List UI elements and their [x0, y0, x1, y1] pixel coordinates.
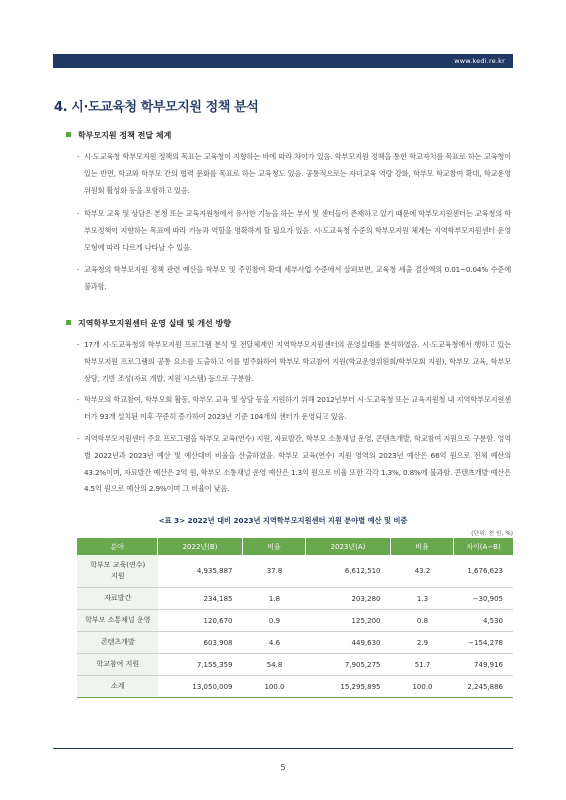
- dash-bullet: -: [77, 340, 80, 349]
- paragraph-1-2: - 학부모 교육 및 상담은 본청 또는 교육지원청에서 유사한 기능을 하는 부서 및 센터들이 존재하고 있기 때문에 학부모지원센터는 교육청의 학부모정책이 지향하는 목표에 따라 기능과 역할을 명확하게 할 필요가 있음. 시·도교육청 수준의 학부모지원 체계는 지역학부모지원센터 운영 모형에 따라 다르게 나타날 수 있음.: [77, 206, 511, 256]
- page-number: 5: [280, 763, 286, 772]
- dash-bullet: -: [77, 209, 80, 218]
- table-row: [77, 588, 513, 610]
- table-cell: 0.8: [391, 610, 454, 632]
- table-cell: 15,295,895: [306, 676, 391, 698]
- table-caption: <표 3> 2022년 대비 2023년 지역학부모지원센터 지원 분야별 예산 및 비중: [158, 516, 408, 525]
- paragraph-2-3: - 지역학부모지원센터 주요 프로그램을 학부모 교육(연수) 지원, 자료발간, 학부모 소통채널 운영, 콘텐츠개발, 학교참여 지원으로 구분함. 영역별 2022년과 2023년 예산 및 예산대비 비율을 산출하였음. 학부모 교육(연수) 지원 영역의 2023년 예산은 66억 원으로 전체 예산의 43.2%이며, 자료발간 예산은 2억 원, 학부모 소통채널 운영 예산은 1.3억 원으로 비율 또한 각각 1.3%, 0.8%에 불과함. 콘텐츠개발 예산은 4.5억 원으로 예산의 2.9%이며 그 비율이 낮음.: [77, 431, 511, 498]
- paragraph-2-2: - 학부모의 학교참여, 학부모회 활동, 학부모 교육 및 상담 등을 지원하기 위해 2012년부터 시·도교육청 또는 교육지원청 내 지역학부모지원센터가 93개 설치된 이후 꾸준히 증가하여 2023년 기준 104개의 센터가 운영되고 있음.: [77, 392, 511, 426]
- paragraph-1-1: - 시·도교육청 학부모지원 정책의 목표는 교육청이 지향하는 바에 따라 차이가 있음. 학부모지원 정책을 통한 학교자치를 목표로 하는 교육청이 있는 반면, 학교와 학부모 간의 협력 문화를 목표로 하는 교육청도 있음. 공통적으로는 자녀교육 역량 강화, 학부모 학교참여 확대, 학교운영위원회 활성화 등을 포함하고 있음.: [77, 149, 511, 199]
- table-cell-category: 소계: [77, 676, 158, 698]
- table-cell: 1.8: [243, 588, 306, 610]
- column-header: 비율: [391, 538, 454, 555]
- table-row: [77, 654, 513, 676]
- column-header: 차이(A−B): [454, 538, 514, 555]
- table-cell: 0.9: [243, 610, 306, 632]
- column-header: 2022년(B): [158, 538, 243, 555]
- dash-bullet: -: [77, 395, 80, 404]
- table-cell: 51.7: [391, 654, 454, 676]
- table-row-total: [77, 676, 513, 698]
- table-cell: 4.6: [243, 632, 306, 654]
- section-title: 4. 시·도교육청 학부모지원 정책 분석: [54, 100, 259, 115]
- table-header-row: [77, 538, 513, 555]
- dash-bullet: -: [77, 434, 80, 443]
- table-cell: 2.9: [391, 632, 454, 654]
- table-cell: 603,908: [158, 632, 243, 654]
- table-cell-category: 자료발간: [77, 588, 158, 610]
- budget-table: [77, 538, 513, 698]
- table-cell: 100.0: [391, 676, 454, 698]
- table-cell: 7,155,359: [158, 654, 243, 676]
- table-cell: 54.8: [243, 654, 306, 676]
- table-row: [77, 632, 513, 654]
- table-cell: 37.8: [243, 555, 306, 588]
- table-cell-category: 콘텐츠개발: [77, 632, 158, 654]
- footer-divider: [53, 748, 513, 749]
- table-cell: 125,200: [306, 610, 391, 632]
- header-url: www.kedi.re.kr: [454, 57, 505, 65]
- table-cell: 234,185: [158, 588, 243, 610]
- table-cell: 449,630: [306, 632, 391, 654]
- subsection-title-1: 학부모지원 정책 전달 체계: [66, 130, 171, 141]
- dash-bullet: -: [77, 152, 80, 161]
- table-cell: 13,050,009: [158, 676, 243, 698]
- table-cell-category: 학부모 소통채널 운영: [77, 610, 158, 632]
- table-cell: −154,278: [454, 632, 514, 654]
- column-header: 분야: [77, 538, 158, 555]
- table-cell: 43.2: [391, 555, 454, 588]
- table-cell: 1.3: [391, 588, 454, 610]
- table-unit: (단위: 천 원, %): [471, 531, 513, 537]
- table-cell: 203,280: [306, 588, 391, 610]
- table-cell: 1,676,623: [454, 555, 514, 588]
- table-row: [77, 610, 513, 632]
- table-cell-category: 학부모 교육(연수) 지원: [77, 555, 158, 588]
- table-cell: 120,670: [158, 610, 243, 632]
- green-square-bullet-icon: [66, 320, 71, 325]
- table-cell: 7,905,275: [306, 654, 391, 676]
- table-cell: −30,905: [454, 588, 514, 610]
- header-bar: [53, 54, 513, 68]
- table-cell-category: 학교참여 지원: [77, 654, 158, 676]
- paragraph-2-1: - 17개 시·도교육청의 학부모지원 프로그램 분석 및 전달체계인 지역학부모지원센터의 운영실태를 분석하였음. 시·도교육청에서 행하고 있는 학부모지원 프로그램의 공통 요소를 도출하고 이를 범주화하여 학부모 학교참여 지원(학교운영위원회/학부모회 지원), 학부모 교육, 학부모 상담, 기반 조성(자료 개발, 지원 시스템) 등으로 구분함.: [77, 337, 511, 387]
- subsection-title-2: 지역학부모지원센터 운영 실태 및 개선 방향: [66, 318, 231, 329]
- paragraph-1-3: - 교육청의 학부모지원 정책 관련 예산을 학부모 및 주민참여 확대 세부사업 수준에서 살펴보면, 교육청 세출 결산액의 0.01~0.04% 수준에 불과함.: [77, 262, 511, 296]
- table-row: [77, 555, 513, 588]
- dash-bullet: -: [77, 265, 80, 274]
- column-header: 2023년(A): [306, 538, 391, 555]
- column-header: 비율: [243, 538, 306, 555]
- green-square-bullet-icon: [66, 132, 71, 137]
- table-cell: 6,612,510: [306, 555, 391, 588]
- table-cell: 4,530: [454, 610, 514, 632]
- table-cell: 749,916: [454, 654, 514, 676]
- table-cell: 2,245,886: [454, 676, 514, 698]
- table-cell: 4,935,887: [158, 555, 243, 588]
- table-cell: 100.0: [243, 676, 306, 698]
